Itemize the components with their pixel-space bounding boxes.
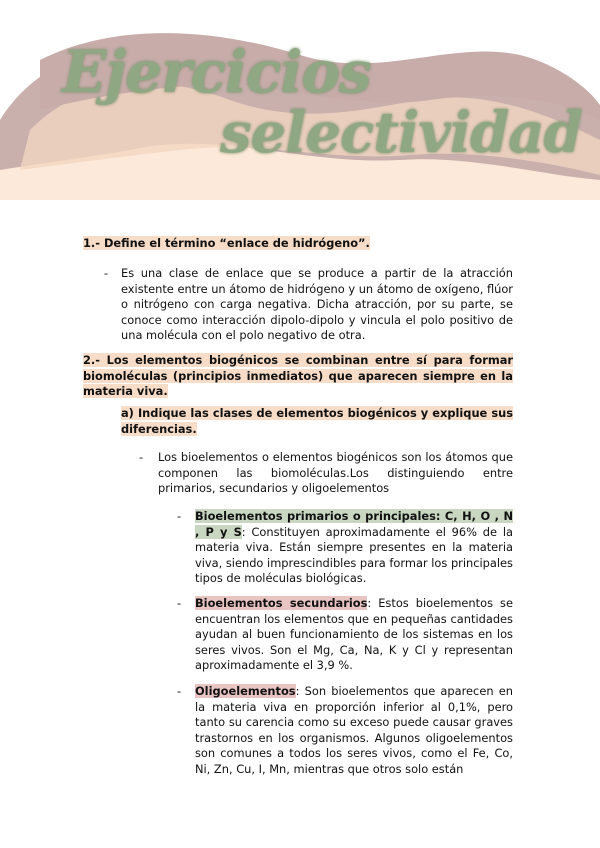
- intro-paragraph: Los bioelementos o elementos biogénicos son los átomos que componen las biomoléculas.Los distinguiendo entre primarios, secundarios y oligoelementos: [158, 450, 513, 495]
- header-banner: [0, 0, 600, 200]
- sub-question-a: a) Indique las clases de elementos biogénicos y explique sus diferencias.: [121, 406, 513, 436]
- question-2-title: 2.- Los elementos biogénicos se combinan entre sí para formar biomoléculas (principios inmediatos) que aparecen siempre en la materia viva.: [83, 353, 513, 398]
- bullet-dash: -: [177, 596, 182, 610]
- bullet-dash: -: [104, 266, 109, 280]
- item-text: : Estos bioelementos se encuentran los elementos que en pequeñas cantidades ayudan al buen funcionamiento de los sistemas en los seres vivos. Son el Mg, Ca, Na, K y Cl y representan aproximadamente el 3,9 %.: [195, 596, 513, 672]
- question-1-title: 1.- Define el término “enlace de hidrógeno”.: [83, 236, 370, 250]
- term-secundarios: Bioelementos secundarios: [195, 596, 368, 610]
- item-text: : Constituyen aproximadamente el 96% de la materia viva. Están siempre presentes en la materia viva, siendo imprescindibles para formar los principales tipos de moléculas biológicas.: [195, 524, 514, 585]
- list-item-primarios: [195, 509, 513, 587]
- item-text: : Son bioelementos que aparecen en la materia viva en proporción inferior al 0,1%, pero tanto su carencia como su exceso puede causar graves trastornos en los organismos. Algunos oligoelementos son comunes a todos los seres vivos, como el Fe, Co, Ni, Zn, Cu, I, Mn, mientras que otros solo están: [195, 684, 513, 776]
- term-primarios: Bioelementos primarios o principales: [195, 509, 436, 523]
- list-item-secundarios: [195, 596, 513, 674]
- question-1-answer: Es una clase de enlace que se produce a partir de la atracción existente entre un átomo de hidrógeno y un átomo de oxígeno, flúor o nitrógeno con carga negativa. Dicha atracción, por su parte, se conoce como interacción dipolo-dipolo y vincula el polo positivo de una molécula con el polo negativo de otra.: [121, 266, 513, 342]
- term-primarios-extra: : C, H, O , N , P y S: [195, 509, 513, 539]
- term-oligoelementos: Oligoelementos: [195, 684, 296, 698]
- title-line1: Ejercicios: [62, 38, 371, 106]
- bullet-dash: -: [177, 684, 182, 698]
- bullet-dash: -: [139, 450, 144, 464]
- bullet-dash: -: [177, 509, 182, 523]
- list-item-oligoelementos: [195, 684, 513, 777]
- title-line2: selectividad: [220, 100, 582, 166]
